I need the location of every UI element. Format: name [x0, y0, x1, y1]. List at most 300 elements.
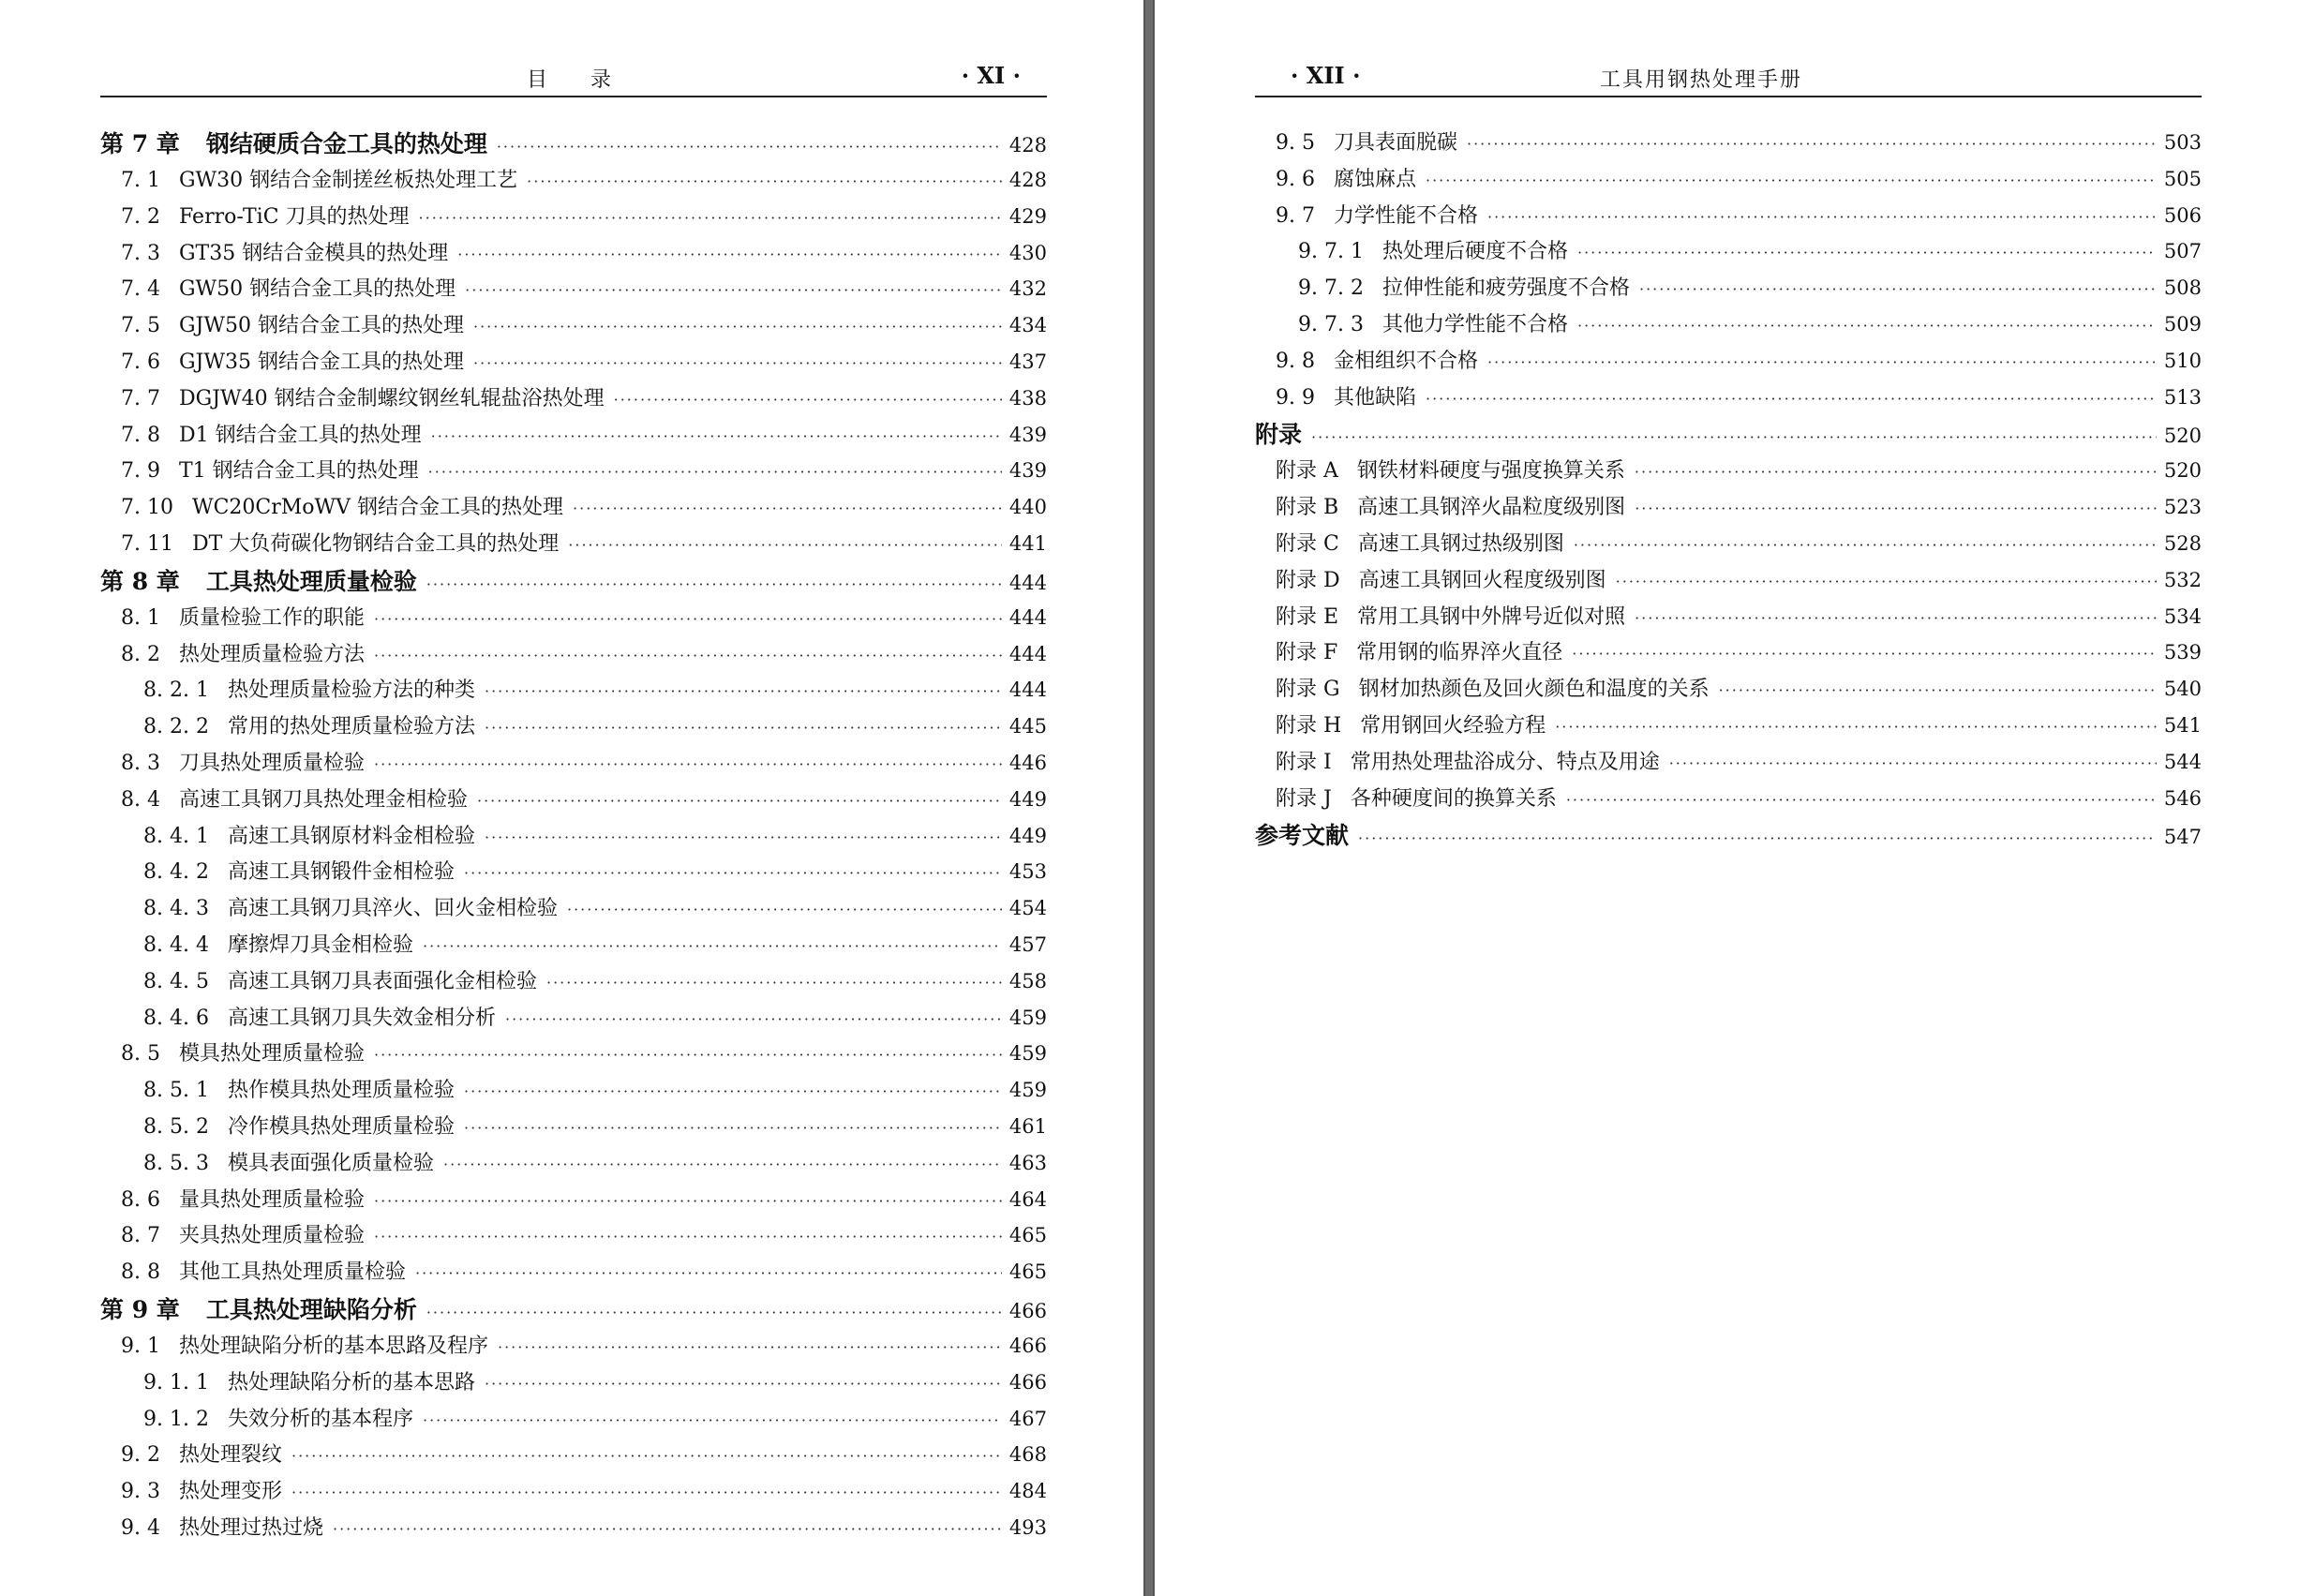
toc-entry-title: 模具热处理质量检验 [178, 1042, 365, 1066]
toc-entry[interactable] [1255, 380, 2202, 416]
toc-entry-number: 9. 6 [1276, 167, 1315, 191]
dot-leader [1669, 746, 2157, 783]
toc-entry[interactable] [100, 380, 1047, 417]
toc-entry-page: 466 [1008, 1370, 1047, 1394]
toc-entry-number: 第 7 章 [100, 130, 180, 157]
toc-entry[interactable] [100, 1145, 1047, 1182]
dot-leader [415, 1256, 1002, 1292]
toc-entry-page: 528 [2163, 531, 2202, 555]
toc-entry[interactable] [100, 1000, 1047, 1037]
toc-entry[interactable] [100, 489, 1047, 526]
page-number-label: · XI · [961, 62, 1021, 89]
toc-entry-number: 9. 4 [121, 1515, 160, 1540]
toc-entry[interactable] [1255, 233, 2202, 270]
dot-leader [1426, 381, 2157, 418]
toc-entry-title: 常用热处理盐浴成分、特点及用途 [1350, 750, 1660, 774]
toc-entry-title: GW30 钢结合金制搓丝板热处理工艺 [178, 169, 518, 192]
toc-entry-page: 457 [1008, 932, 1047, 956]
dot-leader [1635, 601, 2157, 637]
toc-entry-page: 459 [1008, 1079, 1047, 1102]
toc-entry-number: 8. 8 [121, 1260, 160, 1285]
toc-entry-page: 439 [1008, 459, 1047, 483]
toc-entry-title: D1 钢结合金工具的热处理 [178, 423, 422, 447]
running-head [1255, 58, 2202, 97]
toc-entry-number: 7. 8 [121, 423, 160, 447]
dot-leader [426, 1293, 1002, 1333]
toc-entry[interactable] [1255, 125, 2202, 161]
toc-entry-page: 520 [2163, 425, 2202, 448]
toc-entry-page: 434 [1008, 314, 1047, 337]
toc-entry-page: 509 [2163, 312, 2202, 336]
toc-entry-number: 7. 11 [121, 531, 173, 556]
toc-entry[interactable] [100, 1072, 1047, 1109]
dot-leader [477, 783, 1002, 820]
dot-leader [573, 491, 1002, 528]
toc-entry-page: 503 [2163, 131, 2202, 154]
toc-entry-title: 高速工具钢刀具表面强化金相检验 [227, 969, 537, 993]
toc-entry-page: 547 [2163, 826, 2202, 849]
toc-entry-number: 8. 4 [121, 787, 160, 812]
toc-entry-page: 458 [1008, 969, 1047, 992]
toc-entry-title: 腐蚀麻点 [1333, 167, 1416, 191]
toc-entry[interactable] [1255, 270, 2202, 306]
toc-entry-page: 449 [1008, 824, 1047, 847]
dot-leader [1358, 819, 2157, 858]
dot-leader [457, 237, 1002, 274]
toc-entry-page: 513 [2163, 385, 2202, 409]
toc-entry[interactable] [100, 1328, 1047, 1365]
toc-entry-page: 466 [1008, 1334, 1047, 1357]
dot-leader [567, 892, 1002, 929]
dot-leader [443, 1147, 1002, 1184]
toc-entry[interactable] [1255, 708, 2202, 744]
toc-entry-title: 热处理缺陷分析的基本思路及程序 [178, 1334, 488, 1358]
toc-entry-title: 高速工具钢过热级别图 [1357, 531, 1564, 556]
toc-entry[interactable] [100, 745, 1047, 782]
toc-entry-title: 热作模具热处理质量检验 [227, 1079, 455, 1103]
toc-entry-number: 9. 7 [1276, 203, 1315, 228]
toc-entry-page: 465 [1008, 1224, 1047, 1247]
dot-leader [423, 1403, 1002, 1439]
toc-entry-number: 9. 3 [121, 1480, 160, 1504]
toc-entry-number: 附录 A [1276, 459, 1338, 484]
toc-entry-page: 546 [2163, 786, 2202, 810]
toc-entry-page: 459 [1008, 1042, 1047, 1066]
toc-entry-page: 534 [2163, 604, 2202, 628]
toc-entry-page: 441 [1008, 531, 1047, 555]
toc-entry-number: 8. 4. 1 [143, 824, 209, 848]
toc-entry[interactable] [100, 1182, 1047, 1218]
toc-entry-page: 432 [1008, 277, 1047, 301]
dot-leader [1487, 345, 2157, 381]
toc-entry-title: WC20CrMoWV 钢结合金工具的热处理 [191, 496, 564, 520]
toc-entry-title: 参考文献 [1255, 822, 1350, 850]
dot-leader [374, 747, 1002, 783]
dot-leader [291, 1439, 1002, 1475]
toc-entry[interactable] [100, 672, 1047, 709]
toc-entry-title: 高速工具钢淬火晶粒度级别图 [1357, 496, 1626, 520]
toc-entry-number: 附录 E [1276, 604, 1339, 629]
toc-entry-page: 506 [2163, 203, 2202, 227]
toc-entry-number: 8. 5. 2 [143, 1114, 209, 1139]
toc-entry[interactable] [100, 1437, 1047, 1473]
toc-entry-title: 各种硬度间的换算关系 [1350, 786, 1557, 811]
toc-entry-number: 9. 7. 1 [1298, 240, 1364, 264]
dot-leader [498, 1330, 1002, 1366]
toc-entry-title: 钢材加热颜色及回火颜色和温度的关系 [1358, 678, 1710, 702]
toc-entry-page: 429 [1008, 204, 1047, 228]
dot-leader [374, 638, 1002, 675]
toc-entry-page: 484 [1008, 1480, 1047, 1503]
toc-entry-number: 8. 2. 1 [143, 679, 209, 703]
toc-entry-title: 工具热处理缺陷分析 [205, 1295, 417, 1323]
dot-leader [614, 382, 1002, 419]
toc-entry[interactable] [100, 782, 1047, 818]
toc-entry-page: 467 [1008, 1407, 1047, 1430]
toc-entry-number: 9. 8 [1276, 349, 1315, 373]
table-of-contents [1255, 125, 2202, 854]
toc-entry-number: 7. 3 [121, 241, 160, 265]
toc-entry[interactable] [1255, 562, 2202, 599]
toc-entry-title: 常用工具钢中外牌号近似对照 [1357, 604, 1626, 629]
dot-leader [497, 127, 1002, 167]
toc-entry-title: 金相组织不合格 [1333, 349, 1478, 373]
toc-entry-title: 其他缺陷 [1333, 385, 1416, 410]
dot-leader [1555, 709, 2157, 746]
toc-entry[interactable] [100, 1401, 1047, 1438]
dot-leader [464, 1111, 1002, 1147]
toc-entry-page: 453 [1008, 860, 1047, 884]
toc-entry-number: 8. 7 [121, 1224, 160, 1248]
toc-entry-number: 7. 6 [121, 350, 160, 374]
dot-leader [473, 309, 1002, 346]
table-of-contents [100, 125, 1047, 1546]
toc-entry-title: 工具热处理质量检验 [205, 567, 417, 595]
toc-entry-number: 8. 5 [121, 1042, 160, 1066]
toc-entry-number: 8. 5. 1 [143, 1079, 209, 1103]
toc-entry[interactable] [100, 1036, 1047, 1072]
dot-leader [485, 710, 1002, 747]
toc-entry[interactable] [100, 344, 1047, 380]
toc-entry-number: 第 9 章 [100, 1295, 180, 1323]
dot-leader [1566, 783, 2157, 819]
toc-entry-page: 444 [1008, 571, 1047, 594]
dot-leader [333, 1512, 1002, 1548]
toc-entry-page: 493 [1008, 1515, 1047, 1539]
dot-leader [374, 602, 1002, 638]
toc-entry[interactable] [1255, 343, 2202, 380]
running-head [100, 58, 1047, 97]
dot-leader [546, 965, 1002, 1002]
toc-entry-page: 505 [2163, 167, 2202, 190]
toc-entry-title: DGJW40 钢结合金制螺纹钢丝轧辊盐浴热处理 [178, 386, 605, 410]
toc-entry-number: 7. 10 [121, 496, 173, 520]
dot-leader [1719, 673, 2157, 709]
dot-leader [505, 1002, 1002, 1038]
toc-entry-number: 9. 1. 1 [143, 1370, 209, 1395]
toc-entry[interactable] [1255, 161, 2202, 198]
toc-entry-title: GW50 钢结合金工具的热处理 [178, 277, 456, 302]
toc-entry-page: 523 [2163, 496, 2202, 519]
dot-leader [1635, 491, 2157, 528]
toc-entry-number: 附录 G [1276, 678, 1340, 702]
toc-entry-title: 热处理缺陷分析的基本思路 [227, 1370, 475, 1395]
toc-entry-page: 438 [1008, 386, 1047, 410]
toc-entry-title: 冷作模具热处理质量检验 [227, 1114, 455, 1139]
toc-entry-title: 摩擦焊刀具金相检验 [227, 932, 413, 957]
toc-entry-title: 其他工具热处理质量检验 [178, 1260, 406, 1285]
dot-leader [485, 820, 1002, 857]
toc-entry-number: 8. 2. 2 [143, 715, 209, 739]
dot-leader [1616, 564, 2157, 601]
toc-entry-page: 454 [1008, 897, 1047, 920]
toc-entry-page: 445 [1008, 715, 1047, 738]
dot-leader [527, 164, 1002, 201]
toc-entry-title: Ferro-TiC 刀具的热处理 [178, 204, 410, 229]
toc-entry-page: 446 [1008, 751, 1047, 774]
toc-entry-page: 544 [2163, 750, 2202, 773]
toc-entry-number: 附录 J [1276, 786, 1332, 811]
toc-entry[interactable] [100, 1510, 1047, 1546]
toc-entry[interactable] [100, 199, 1047, 235]
page-number-label: · XII · [1291, 62, 1361, 89]
toc-entry-page: 508 [2163, 276, 2202, 300]
toc-entry-title: 高速工具钢原材料金相检验 [227, 824, 475, 848]
toc-entry[interactable] [100, 818, 1047, 855]
toc-entry-number: 8. 3 [121, 751, 160, 775]
toc-entry-page: 430 [1008, 241, 1047, 264]
toc-entry[interactable] [1255, 453, 2202, 489]
toc-entry-title: 热处理裂纹 [178, 1443, 282, 1468]
dot-leader [1577, 308, 2157, 345]
toc-entry[interactable] [100, 636, 1047, 673]
toc-entry[interactable] [100, 1365, 1047, 1401]
toc-entry-page: 440 [1008, 496, 1047, 519]
toc-entry[interactable] [100, 1109, 1047, 1145]
dot-leader [1311, 418, 2157, 457]
toc-entry-title: 刀具热处理质量检验 [178, 751, 365, 775]
toc-entry-number: 附录 I [1276, 750, 1332, 774]
book-title: 工具用钢热处理手册 [1600, 68, 1803, 92]
toc-entry[interactable] [1255, 671, 2202, 708]
toc-entry-title: 热处理后硬度不合格 [1381, 240, 1568, 264]
toc-entry-number: 9. 1. 2 [143, 1407, 209, 1431]
dot-leader [1426, 163, 2157, 200]
toc-entry-page: 459 [1008, 1006, 1047, 1029]
toc-entry[interactable] [100, 709, 1047, 745]
toc-entry-number: 9. 7. 3 [1298, 312, 1364, 336]
toc-entry[interactable] [100, 417, 1047, 454]
toc-entry-number: 7. 7 [121, 386, 160, 410]
toc-entry-number: 9. 9 [1276, 385, 1315, 410]
dot-leader [485, 1366, 1002, 1403]
toc-entry-page: 437 [1008, 350, 1047, 373]
dot-leader [1487, 200, 2157, 236]
toc-entry[interactable] [100, 1217, 1047, 1254]
toc-entry-page: 507 [2163, 240, 2202, 263]
toc-entry-page: 463 [1008, 1151, 1047, 1174]
toc-entry-title: 拉伸性能和疲劳强度不合格 [1381, 276, 1630, 301]
toc-entry[interactable] [100, 453, 1047, 489]
toc-entry-page: 449 [1008, 787, 1047, 811]
toc-entry[interactable] [100, 307, 1047, 344]
toc-entry-page: 541 [2163, 713, 2202, 737]
dot-leader [485, 674, 1002, 710]
toc-entry[interactable] [100, 235, 1047, 272]
toc-entry-title: 刀具表面脱碳 [1333, 131, 1457, 155]
toc-entry-page: 461 [1008, 1114, 1047, 1138]
toc-entry-page: 439 [1008, 423, 1047, 446]
toc-entry-number: 8. 4. 2 [143, 860, 209, 885]
dot-leader [431, 419, 1002, 455]
toc-entry-page: 520 [2163, 459, 2202, 483]
toc-entry[interactable] [1255, 489, 2202, 526]
toc-entry-number: 8. 4. 4 [143, 932, 209, 957]
toc-entry-number: 第 8 章 [100, 567, 180, 595]
toc-entry-number: 附录 C [1276, 531, 1339, 556]
toc-entry-number: 附录 D [1276, 568, 1340, 592]
toc-entry-title: 热处理过热过烧 [178, 1515, 323, 1540]
toc-entry-number: 7. 2 [121, 204, 160, 229]
dot-leader [1577, 235, 2157, 272]
toc-entry-number: 8. 4. 6 [143, 1006, 209, 1030]
toc-entry-number: 8. 4. 5 [143, 969, 209, 993]
toc-entry-title: 热处理质量检验方法 [178, 642, 365, 666]
toc-entry-title: T1 钢结合金工具的热处理 [178, 459, 419, 484]
toc-entry[interactable] [100, 1473, 1047, 1510]
toc-entry-number: 8. 4. 3 [143, 897, 209, 921]
toc-entry-page: 444 [1008, 679, 1047, 702]
toc-entry-title: 力学性能不合格 [1333, 203, 1478, 228]
toc-entry-number: 7. 9 [121, 459, 160, 484]
toc-entry[interactable] [1255, 744, 2202, 781]
toc-entry-title: 质量检验工作的职能 [178, 605, 365, 630]
toc-entry-title: 量具热处理质量检验 [178, 1187, 365, 1212]
dot-leader [426, 565, 1002, 604]
dot-leader [465, 273, 1002, 309]
toc-entry[interactable] [1255, 634, 2202, 671]
toc-entry-page: 539 [2163, 641, 2202, 664]
left-page [0, 0, 1145, 1596]
dot-leader [374, 1184, 1002, 1220]
toc-entry-title: 常用的热处理质量检验方法 [227, 715, 475, 739]
right-page [1153, 0, 2300, 1596]
toc-entry-page: 510 [2163, 349, 2202, 372]
toc-entry[interactable] [1255, 306, 2202, 343]
toc-entry-number: 9. 1 [121, 1334, 160, 1358]
toc-entry-page: 466 [1008, 1299, 1047, 1322]
dot-leader [374, 1219, 1002, 1256]
page-title: 目录 [527, 68, 655, 92]
dot-leader [374, 1037, 1002, 1074]
toc-entry-page: 428 [1008, 169, 1047, 191]
toc-entry-number: 附录 F [1276, 641, 1338, 665]
toc-entry-number: 9. 7. 2 [1298, 276, 1364, 301]
toc-entry-title: 常用钢的临界淬火直径 [1356, 641, 1563, 665]
toc-entry[interactable] [100, 600, 1047, 636]
toc-entry[interactable] [100, 927, 1047, 963]
toc-entry-page: 465 [1008, 1260, 1047, 1284]
toc-chapter-entry[interactable] [1255, 816, 2202, 854]
toc-entry-title: 高速工具钢刀具淬火、回火金相检验 [227, 897, 558, 921]
toc-entry[interactable] [100, 526, 1047, 562]
dot-leader [1574, 528, 2157, 564]
toc-entry-number: 8. 2 [121, 642, 160, 666]
dot-leader [1639, 272, 2157, 308]
toc-entry[interactable] [100, 271, 1047, 307]
dot-leader [428, 455, 1002, 491]
toc-entry[interactable] [1255, 526, 2202, 562]
dot-leader [464, 856, 1002, 892]
toc-entry-number: 9. 2 [121, 1443, 160, 1468]
toc-chapter-entry[interactable] [100, 1290, 1047, 1328]
toc-entry-title: 钢结硬质合金工具的热处理 [205, 130, 487, 157]
toc-entry-title: 附录 [1255, 421, 1303, 449]
toc-entry-title: 高速工具钢回火程度级别图 [1358, 568, 1606, 592]
toc-entry-title: 常用钢回火经验方程 [1360, 713, 1546, 738]
toc-entry[interactable] [1255, 599, 2202, 635]
toc-chapter-entry[interactable] [1255, 415, 2202, 453]
toc-chapter-entry[interactable] [100, 562, 1047, 600]
dot-leader [473, 346, 1002, 382]
toc-entry-number: 9. 5 [1276, 131, 1315, 155]
toc-entry-title: 模具表面强化质量检验 [227, 1151, 434, 1175]
toc-entry-title: 失效分析的基本程序 [227, 1407, 413, 1431]
dot-leader [291, 1475, 1002, 1512]
toc-entry-number: 7. 5 [121, 314, 160, 338]
toc-entry-number: 附录 H [1276, 713, 1342, 738]
toc-entry[interactable] [100, 1254, 1047, 1290]
toc-entry-title: DT 大负荷碳化物钢结合金工具的热处理 [191, 531, 560, 556]
toc-entry-title: 高速工具钢刀具热处理金相检验 [178, 787, 468, 812]
dot-leader [423, 929, 1002, 965]
toc-entry-number: 附录 B [1276, 496, 1339, 520]
toc-entry[interactable] [100, 890, 1047, 927]
toc-entry-number: 7. 4 [121, 277, 160, 302]
toc-entry[interactable] [1255, 198, 2202, 234]
toc-entry-number: 7. 1 [121, 169, 160, 192]
toc-entry-title: GJW35 钢结合金工具的热处理 [178, 350, 464, 374]
toc-entry-page: 464 [1008, 1187, 1047, 1211]
toc-entry-page: 428 [1008, 134, 1047, 157]
toc-entry-number: 8. 6 [121, 1187, 160, 1212]
toc-entry-title: 钢铁材料硬度与强度换算关系 [1356, 459, 1625, 484]
toc-entry-title: GT35 钢结合金模具的热处理 [178, 241, 449, 265]
toc-entry-title: 热处理变形 [178, 1480, 282, 1504]
dot-leader [1635, 455, 2157, 491]
toc-chapter-entry[interactable] [100, 125, 1047, 162]
dot-leader [419, 201, 1002, 237]
dot-leader [1467, 127, 2157, 163]
toc-entry-page: 532 [2163, 568, 2202, 591]
dot-leader [568, 528, 1002, 564]
toc-entry[interactable] [100, 854, 1047, 890]
toc-entry-page: 444 [1008, 605, 1047, 629]
toc-entry-title: GJW50 钢结合金工具的热处理 [178, 314, 464, 338]
toc-entry[interactable] [100, 963, 1047, 1000]
toc-entry-page: 540 [2163, 678, 2202, 701]
toc-entry-number: 8. 1 [121, 605, 160, 630]
toc-entry-number: 8. 5. 3 [143, 1151, 209, 1175]
toc-entry[interactable] [100, 162, 1047, 199]
toc-entry-title: 高速工具钢刀具失效金相分析 [227, 1006, 496, 1030]
toc-entry-page: 468 [1008, 1443, 1047, 1467]
toc-entry-title: 其他力学性能不合格 [1381, 312, 1568, 336]
toc-entry-title: 高速工具钢锻件金相检验 [227, 860, 455, 885]
toc-entry-page: 444 [1008, 642, 1047, 665]
toc-entry-title: 热处理质量检验方法的种类 [227, 679, 475, 703]
toc-entry[interactable] [1255, 781, 2202, 817]
